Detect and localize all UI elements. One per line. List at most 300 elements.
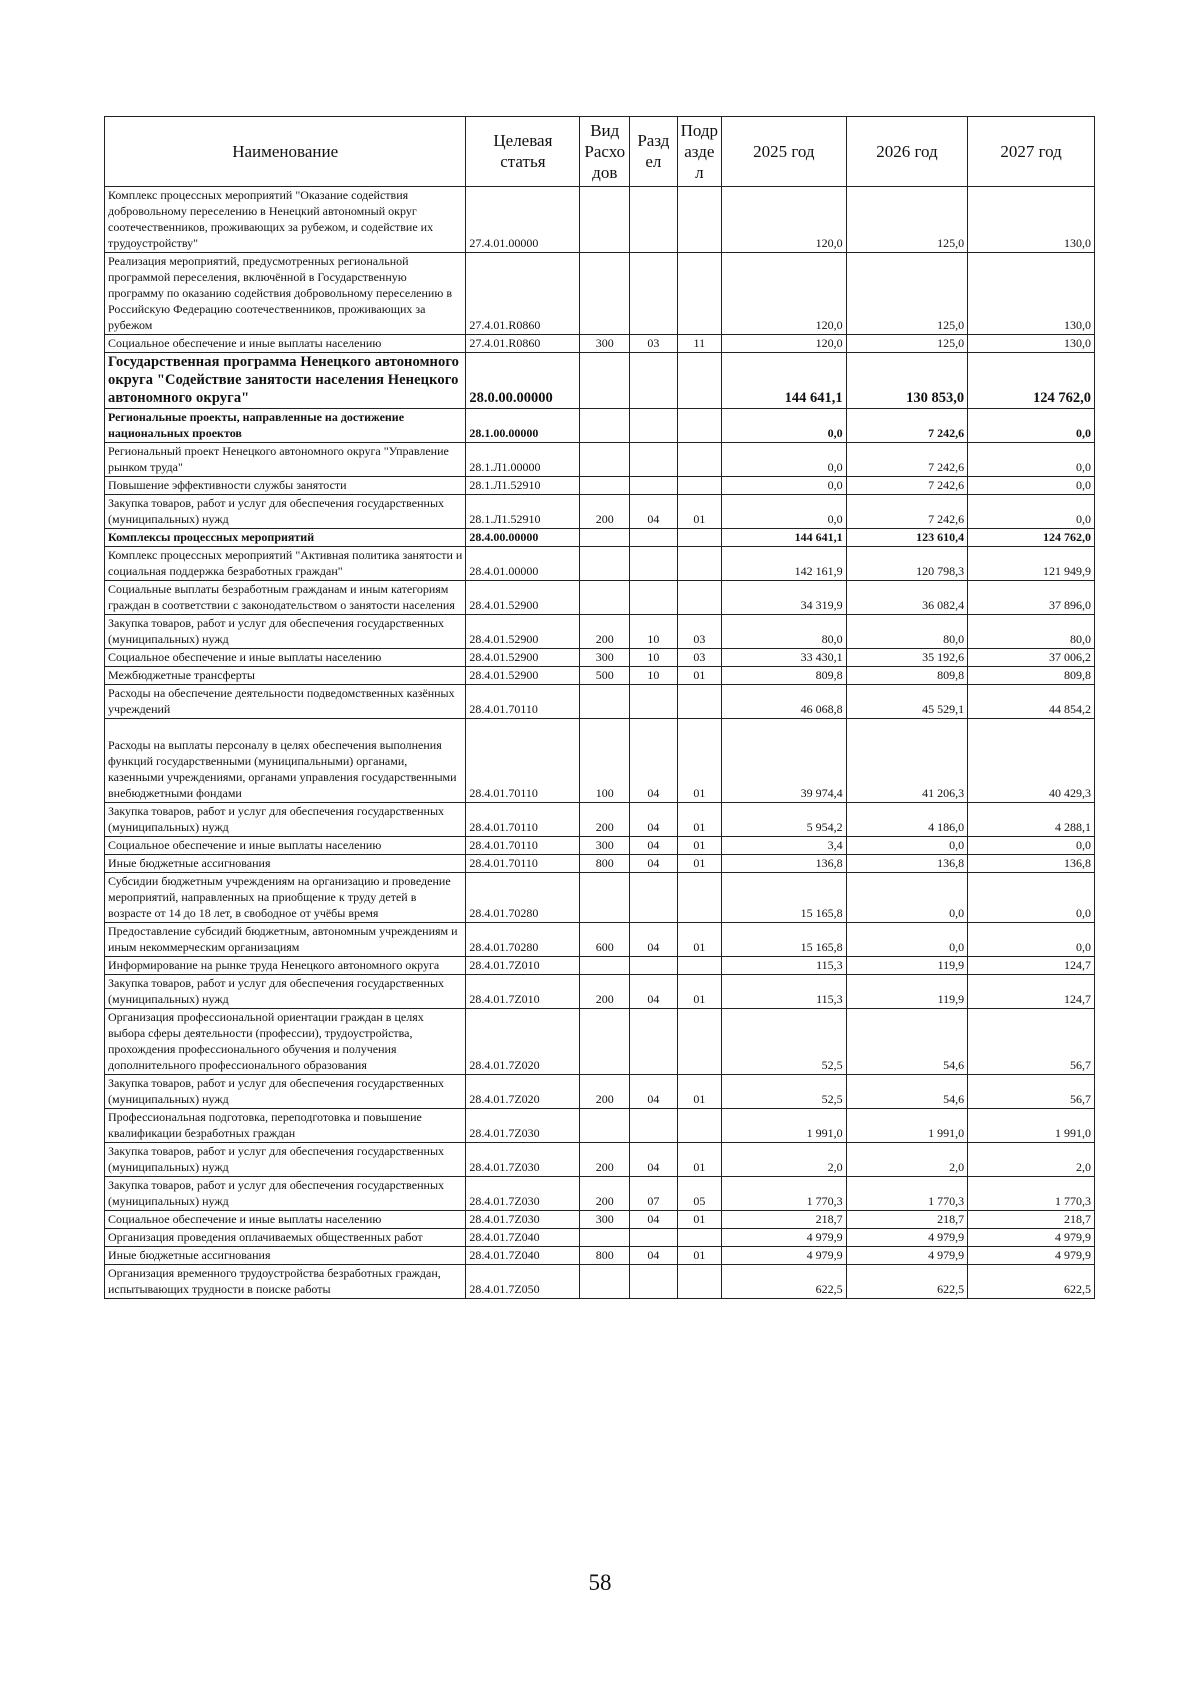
row-value-2027: 80,0 <box>968 615 1095 649</box>
row-subsection: 01 <box>677 1075 721 1109</box>
row-subsection <box>677 529 721 547</box>
row-value-2026: 0,0 <box>846 923 968 957</box>
row-value-2026: 130 853,0 <box>846 353 968 409</box>
row-name: Организация проведения оплачиваемых общественных работ <box>105 1229 466 1247</box>
row-value-2026: 125,0 <box>846 335 968 353</box>
row-value-2025: 46 068,8 <box>722 685 847 719</box>
row-name: Социальные выплаты безработным гражданам и иным категориям граждан в соответствии с законодательством о занятости населения <box>105 581 466 615</box>
row-value-2026: 125,0 <box>846 187 968 253</box>
row-subsection: 01 <box>677 719 721 803</box>
row-value-2027: 124 762,0 <box>968 353 1095 409</box>
row-expense-type <box>580 1009 630 1075</box>
row-value-2027: 0,0 <box>968 495 1095 529</box>
row-value-2025: 0,0 <box>722 477 847 495</box>
row-section <box>630 353 678 409</box>
row-name: Реализация мероприятий, предусмотренных региональной программой переселения, включённой в Государственную программу по оказанию содействия добровольному переселению в Российскую Федерацию соотечественников, проживающих за рубежом <box>105 253 466 335</box>
row-value-2027: 56,7 <box>968 1009 1095 1075</box>
row-section <box>630 685 678 719</box>
row-value-2026: 7 242,6 <box>846 409 968 443</box>
row-expense-type: 200 <box>580 615 630 649</box>
row-value-2027: 0,0 <box>968 837 1095 855</box>
row-section: 04 <box>630 923 678 957</box>
row-expense-type: 800 <box>580 1247 630 1265</box>
row-section <box>630 1009 678 1075</box>
row-subsection: 01 <box>677 803 721 837</box>
table-body <box>105 187 1095 1299</box>
row-value-2025: 2,0 <box>722 1143 847 1177</box>
table-row <box>105 187 1095 253</box>
row-target-code: 28.4.01.7Z040 <box>466 1229 580 1247</box>
row-expense-type: 500 <box>580 667 630 685</box>
row-section: 04 <box>630 1075 678 1109</box>
row-value-2027: 1 770,3 <box>968 1177 1095 1211</box>
row-target-code: 28.1.Л1.00000 <box>466 443 580 477</box>
row-subsection <box>677 409 721 443</box>
row-value-2027: 0,0 <box>968 477 1095 495</box>
row-target-code: 28.0.00.00000 <box>466 353 580 409</box>
row-subsection <box>677 547 721 581</box>
row-section: 04 <box>630 1211 678 1229</box>
row-subsection <box>677 187 721 253</box>
row-subsection <box>677 581 721 615</box>
row-value-2025: 115,3 <box>722 957 847 975</box>
row-section: 10 <box>630 649 678 667</box>
table-row <box>105 1143 1095 1177</box>
row-value-2026: 41 206,3 <box>846 719 968 803</box>
row-name: Иные бюджетные ассигнования <box>105 1247 466 1265</box>
row-target-code: 28.4.01.00000 <box>466 547 580 581</box>
row-name: Расходы на выплаты персоналу в целях обеспечения выполнения функций государственными (муниципальными) органами, казенными учреждениями, органами управления государственными внебюджетными фондами <box>105 719 466 803</box>
row-value-2025: 0,0 <box>722 443 847 477</box>
row-expense-type: 600 <box>580 923 630 957</box>
table-row <box>105 873 1095 923</box>
row-section: 04 <box>630 719 678 803</box>
row-name: Региональный проект Ненецкого автономного округа "Управление рынком труда" <box>105 443 466 477</box>
table-row <box>105 443 1095 477</box>
row-value-2026: 119,9 <box>846 957 968 975</box>
row-target-code: 28.4.01.7Z030 <box>466 1177 580 1211</box>
row-value-2026: 218,7 <box>846 1211 968 1229</box>
row-value-2026: 4 186,0 <box>846 803 968 837</box>
row-value-2027: 0,0 <box>968 873 1095 923</box>
row-value-2025: 15 165,8 <box>722 873 847 923</box>
row-value-2025: 136,8 <box>722 855 847 873</box>
row-target-code: 28.4.01.70280 <box>466 873 580 923</box>
row-name: Закупка товаров, работ и услуг для обеспечения государственных (муниципальных) нужд <box>105 975 466 1009</box>
row-value-2026: 809,8 <box>846 667 968 685</box>
row-section: 03 <box>630 335 678 353</box>
table-row <box>105 547 1095 581</box>
row-subsection: 01 <box>677 923 721 957</box>
row-value-2025: 3,4 <box>722 837 847 855</box>
row-target-code: 28.4.01.7Z040 <box>466 1247 580 1265</box>
header-expense-type: Вид Расхо дов <box>580 117 630 187</box>
row-subsection <box>677 353 721 409</box>
row-target-code: 27.4.01.R0860 <box>466 253 580 335</box>
row-target-code: 28.4.00.00000 <box>466 529 580 547</box>
row-expense-type <box>580 1109 630 1143</box>
row-target-code: 28.4.01.7Z030 <box>466 1211 580 1229</box>
row-section <box>630 1265 678 1299</box>
row-value-2025: 4 979,9 <box>722 1247 847 1265</box>
row-name: Социальное обеспечение и иные выплаты населению <box>105 837 466 855</box>
row-value-2027: 0,0 <box>968 443 1095 477</box>
row-section: 04 <box>630 1247 678 1265</box>
row-expense-type: 300 <box>580 1211 630 1229</box>
row-value-2027: 40 429,3 <box>968 719 1095 803</box>
row-expense-type: 200 <box>580 1177 630 1211</box>
row-name: Иные бюджетные ассигнования <box>105 855 466 873</box>
row-name: Информирование на рынке труда Ненецкого автономного округа <box>105 957 466 975</box>
table-row <box>105 803 1095 837</box>
row-expense-type <box>580 1229 630 1247</box>
row-value-2025: 5 954,2 <box>722 803 847 837</box>
row-value-2027: 37 006,2 <box>968 649 1095 667</box>
row-expense-type <box>580 957 630 975</box>
row-value-2025: 80,0 <box>722 615 847 649</box>
row-target-code: 28.1.00.00000 <box>466 409 580 443</box>
row-target-code: 28.4.01.52900 <box>466 615 580 649</box>
row-value-2025: 15 165,8 <box>722 923 847 957</box>
row-expense-type: 200 <box>580 1075 630 1109</box>
table-row <box>105 1009 1095 1075</box>
row-name: Государственная программа Ненецкого автономного округа "Содействие занятости населения Ненецкого автономного округа" <box>105 353 466 409</box>
table-row <box>105 957 1095 975</box>
row-name: Комплексы процессных мероприятий <box>105 529 466 547</box>
row-target-code: 27.4.01.00000 <box>466 187 580 253</box>
row-section: 10 <box>630 615 678 649</box>
row-target-code: 28.4.01.70110 <box>466 803 580 837</box>
row-value-2027: 130,0 <box>968 335 1095 353</box>
row-name: Организация временного трудоустройства безработных граждан, испытывающих трудности в поиске работы <box>105 1265 466 1299</box>
row-value-2027: 56,7 <box>968 1075 1095 1109</box>
row-target-code: 28.4.01.70110 <box>466 837 580 855</box>
row-section: 04 <box>630 1143 678 1177</box>
row-subsection: 01 <box>677 1143 721 1177</box>
table-row <box>105 1247 1095 1265</box>
row-value-2026: 120 798,3 <box>846 547 968 581</box>
table-row <box>105 719 1095 803</box>
row-target-code: 28.4.01.70110 <box>466 855 580 873</box>
row-name: Предоставление субсидий бюджетным, автономным учреждениям и иным некоммерческим организациям <box>105 923 466 957</box>
row-target-code: 28.4.01.52900 <box>466 667 580 685</box>
row-expense-type <box>580 529 630 547</box>
row-subsection <box>677 685 721 719</box>
row-section <box>630 187 678 253</box>
row-expense-type: 200 <box>580 495 630 529</box>
row-expense-type <box>580 873 630 923</box>
row-subsection: 01 <box>677 495 721 529</box>
row-value-2025: 39 974,4 <box>722 719 847 803</box>
row-target-code: 28.4.01.7Z010 <box>466 957 580 975</box>
row-name: Региональные проекты, направленные на достижение национальных проектов <box>105 409 466 443</box>
row-subsection <box>677 1109 721 1143</box>
row-name: Закупка товаров, работ и услуг для обеспечения государственных (муниципальных) нужд <box>105 1075 466 1109</box>
row-section: 04 <box>630 803 678 837</box>
table-row <box>105 335 1095 353</box>
row-value-2025: 115,3 <box>722 975 847 1009</box>
table-row <box>105 975 1095 1009</box>
row-value-2026: 136,8 <box>846 855 968 873</box>
row-expense-type <box>580 477 630 495</box>
row-expense-type <box>580 443 630 477</box>
header-subsection: Подр азде л <box>677 117 721 187</box>
row-value-2027: 622,5 <box>968 1265 1095 1299</box>
row-value-2025: 144 641,1 <box>722 353 847 409</box>
row-section <box>630 873 678 923</box>
row-value-2025: 33 430,1 <box>722 649 847 667</box>
row-name: Субсидии бюджетным учреждениям на организацию и проведение мероприятий, направленных на приобщение к труду детей в возрасте от 14 до 18 лет, в свободное от учёбы время <box>105 873 466 923</box>
row-section <box>630 1229 678 1247</box>
row-name: Повышение эффективности службы занятости <box>105 477 466 495</box>
row-name: Расходы на обеспечение деятельности подведомственных казённых учреждений <box>105 685 466 719</box>
row-value-2026: 0,0 <box>846 873 968 923</box>
row-subsection: 01 <box>677 837 721 855</box>
row-section <box>630 957 678 975</box>
row-subsection: 05 <box>677 1177 721 1211</box>
row-target-code: 28.4.01.70280 <box>466 923 580 957</box>
row-subsection <box>677 477 721 495</box>
table-row <box>105 923 1095 957</box>
row-value-2027: 4 979,9 <box>968 1229 1095 1247</box>
row-value-2025: 0,0 <box>722 495 847 529</box>
row-value-2026: 0,0 <box>846 837 968 855</box>
table-row <box>105 1211 1095 1229</box>
row-subsection: 01 <box>677 1211 721 1229</box>
row-value-2026: 45 529,1 <box>846 685 968 719</box>
row-value-2026: 1 991,0 <box>846 1109 968 1143</box>
row-value-2025: 120,0 <box>722 335 847 353</box>
row-value-2027: 2,0 <box>968 1143 1095 1177</box>
row-expense-type <box>580 685 630 719</box>
row-target-code: 27.4.01.R0860 <box>466 335 580 353</box>
row-value-2027: 130,0 <box>968 187 1095 253</box>
row-value-2025: 0,0 <box>722 409 847 443</box>
row-name: Закупка товаров, работ и услуг для обеспечения государственных (муниципальных) нужд <box>105 803 466 837</box>
row-value-2027: 4 979,9 <box>968 1247 1095 1265</box>
table-row <box>105 837 1095 855</box>
header-target: Целевая статья <box>466 117 580 187</box>
row-expense-type <box>580 253 630 335</box>
table-row <box>105 409 1095 443</box>
row-section <box>630 529 678 547</box>
row-value-2027: 44 854,2 <box>968 685 1095 719</box>
row-value-2026: 119,9 <box>846 975 968 1009</box>
header-2026: 2026 год <box>846 117 968 187</box>
row-value-2026: 2,0 <box>846 1143 968 1177</box>
row-target-code: 28.1.Л1.52910 <box>466 495 580 529</box>
table-row <box>105 667 1095 685</box>
row-subsection <box>677 1265 721 1299</box>
table-row <box>105 253 1095 335</box>
row-subsection: 01 <box>677 855 721 873</box>
row-value-2025: 52,5 <box>722 1009 847 1075</box>
row-value-2026: 7 242,6 <box>846 443 968 477</box>
row-section <box>630 547 678 581</box>
row-value-2027: 121 949,9 <box>968 547 1095 581</box>
row-target-code: 28.4.01.70110 <box>466 719 580 803</box>
row-subsection <box>677 957 721 975</box>
table-row <box>105 353 1095 409</box>
row-expense-type: 100 <box>580 719 630 803</box>
row-value-2026: 54,6 <box>846 1009 968 1075</box>
row-section: 04 <box>630 837 678 855</box>
row-value-2027: 130,0 <box>968 253 1095 335</box>
row-value-2027: 809,8 <box>968 667 1095 685</box>
table-row <box>105 581 1095 615</box>
table-row <box>105 1075 1095 1109</box>
budget-table <box>104 116 1095 1299</box>
header-2025: 2025 год <box>722 117 847 187</box>
row-value-2025: 142 161,9 <box>722 547 847 581</box>
table-row <box>105 1265 1095 1299</box>
table-row <box>105 1109 1095 1143</box>
row-expense-type: 800 <box>580 855 630 873</box>
row-name: Социальное обеспечение и иные выплаты населению <box>105 335 466 353</box>
row-value-2025: 4 979,9 <box>722 1229 847 1247</box>
table-row <box>105 855 1095 873</box>
row-target-code: 28.4.01.70110 <box>466 685 580 719</box>
row-value-2025: 218,7 <box>722 1211 847 1229</box>
row-value-2026: 4 979,9 <box>846 1247 968 1265</box>
row-section <box>630 409 678 443</box>
row-expense-type <box>580 409 630 443</box>
header-name: Наименование <box>105 117 466 187</box>
row-value-2027: 0,0 <box>968 409 1095 443</box>
row-value-2026: 54,6 <box>846 1075 968 1109</box>
table-row <box>105 1229 1095 1247</box>
row-expense-type: 200 <box>580 803 630 837</box>
page-number: 58 <box>588 1570 612 1595</box>
row-subsection: 01 <box>677 975 721 1009</box>
row-subsection <box>677 253 721 335</box>
row-value-2027: 218,7 <box>968 1211 1095 1229</box>
row-value-2027: 1 991,0 <box>968 1109 1095 1143</box>
row-value-2026: 7 242,6 <box>846 495 968 529</box>
row-value-2025: 809,8 <box>722 667 847 685</box>
row-name: Социальное обеспечение и иные выплаты населению <box>105 649 466 667</box>
row-section <box>630 443 678 477</box>
row-value-2027: 124,7 <box>968 975 1095 1009</box>
row-target-code: 28.4.01.52900 <box>466 649 580 667</box>
row-section: 04 <box>630 855 678 873</box>
row-name: Комплекс процессных мероприятий "Оказание содействия добровольному переселению в Ненецкий автономный округ соотечественников, проживающих за рубежом, и содействие их трудоустройству" <box>105 187 466 253</box>
row-target-code: 28.4.01.7Z020 <box>466 1075 580 1109</box>
row-value-2025: 622,5 <box>722 1265 847 1299</box>
row-value-2026: 36 082,4 <box>846 581 968 615</box>
row-value-2025: 120,0 <box>722 187 847 253</box>
row-expense-type: 200 <box>580 975 630 1009</box>
row-target-code: 28.4.01.7Z030 <box>466 1143 580 1177</box>
row-name: Социальное обеспечение и иные выплаты населению <box>105 1211 466 1229</box>
row-subsection: 03 <box>677 649 721 667</box>
row-value-2027: 37 896,0 <box>968 581 1095 615</box>
row-target-code: 28.4.01.7Z050 <box>466 1265 580 1299</box>
row-expense-type: 200 <box>580 1143 630 1177</box>
row-value-2026: 125,0 <box>846 253 968 335</box>
row-value-2026: 123 610,4 <box>846 529 968 547</box>
table-header-row <box>105 117 1095 187</box>
row-target-code: 28.4.01.7Z020 <box>466 1009 580 1075</box>
row-subsection: 01 <box>677 667 721 685</box>
table-row <box>105 529 1095 547</box>
table-row <box>105 477 1095 495</box>
row-subsection <box>677 1229 721 1247</box>
row-value-2025: 120,0 <box>722 253 847 335</box>
row-expense-type <box>580 581 630 615</box>
row-value-2027: 0,0 <box>968 923 1095 957</box>
row-expense-type: 300 <box>580 649 630 667</box>
table-row <box>105 649 1095 667</box>
row-subsection: 11 <box>677 335 721 353</box>
row-target-code: 28.4.01.7Z030 <box>466 1109 580 1143</box>
row-subsection <box>677 873 721 923</box>
row-target-code: 28.1.Л1.52910 <box>466 477 580 495</box>
row-value-2025: 34 319,9 <box>722 581 847 615</box>
row-target-code: 28.4.01.7Z010 <box>466 975 580 1009</box>
row-value-2025: 144 641,1 <box>722 529 847 547</box>
row-value-2026: 1 770,3 <box>846 1177 968 1211</box>
header-2027: 2027 год <box>968 117 1095 187</box>
row-name: Закупка товаров, работ и услуг для обеспечения государственных (муниципальных) нужд <box>105 1143 466 1177</box>
row-section: 07 <box>630 1177 678 1211</box>
row-value-2027: 124 762,0 <box>968 529 1095 547</box>
row-value-2026: 80,0 <box>846 615 968 649</box>
row-name: Межбюджетные трансферты <box>105 667 466 685</box>
row-section <box>630 477 678 495</box>
row-name: Закупка товаров, работ и услуг для обеспечения государственных (муниципальных) нужд <box>105 495 466 529</box>
row-expense-type: 300 <box>580 335 630 353</box>
row-name: Организация профессиональной ориентации граждан в целях выбора сферы деятельности (профессии), трудоустройства, прохождения профессионального обучения и получения дополнительного профессионального образования <box>105 1009 466 1075</box>
row-section: 10 <box>630 667 678 685</box>
header-section: Разд ел <box>630 117 678 187</box>
table-row <box>105 495 1095 529</box>
row-subsection <box>677 443 721 477</box>
row-subsection: 01 <box>677 1247 721 1265</box>
row-expense-type <box>580 1265 630 1299</box>
row-value-2026: 622,5 <box>846 1265 968 1299</box>
row-value-2027: 136,8 <box>968 855 1095 873</box>
row-value-2027: 4 288,1 <box>968 803 1095 837</box>
row-value-2026: 4 979,9 <box>846 1229 968 1247</box>
table-row <box>105 1177 1095 1211</box>
row-name: Закупка товаров, работ и услуг для обеспечения государственных (муниципальных) нужд <box>105 1177 466 1211</box>
row-name: Закупка товаров, работ и услуг для обеспечения государственных (муниципальных) нужд <box>105 615 466 649</box>
row-expense-type <box>580 353 630 409</box>
row-value-2025: 1 991,0 <box>722 1109 847 1143</box>
row-value-2025: 52,5 <box>722 1075 847 1109</box>
row-name: Профессиональная подготовка, переподготовка и повышение квалификации безработных граждан <box>105 1109 466 1143</box>
row-value-2025: 1 770,3 <box>722 1177 847 1211</box>
table-row <box>105 615 1095 649</box>
row-subsection: 03 <box>677 615 721 649</box>
row-name: Комплекс процессных мероприятий "Активная политика занятости и социальная поддержка безработных граждан" <box>105 547 466 581</box>
row-subsection <box>677 1009 721 1075</box>
table-row <box>105 685 1095 719</box>
row-target-code: 28.4.01.52900 <box>466 581 580 615</box>
row-section: 04 <box>630 975 678 1009</box>
row-expense-type <box>580 547 630 581</box>
row-value-2027: 124,7 <box>968 957 1095 975</box>
row-value-2026: 7 242,6 <box>846 477 968 495</box>
row-section <box>630 581 678 615</box>
row-expense-type: 300 <box>580 837 630 855</box>
row-section: 04 <box>630 495 678 529</box>
row-section <box>630 253 678 335</box>
row-value-2026: 35 192,6 <box>846 649 968 667</box>
row-section <box>630 1109 678 1143</box>
row-expense-type <box>580 187 630 253</box>
